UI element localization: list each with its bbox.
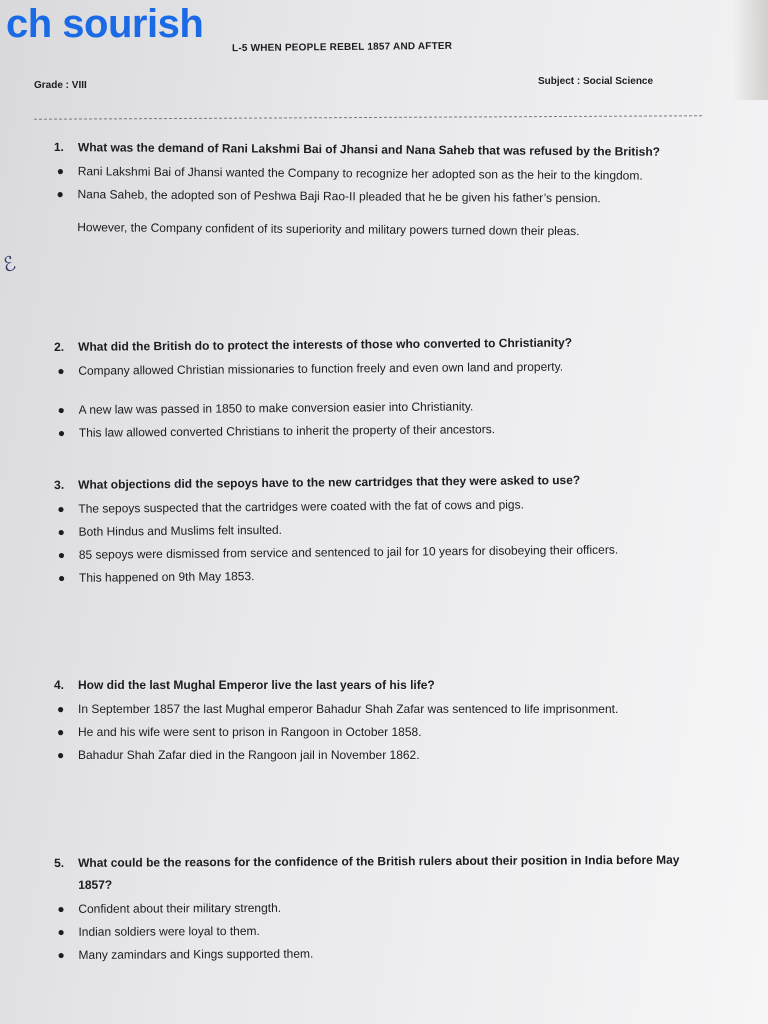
question-text: What did the British do to protect the interests of those who converted to Christianity? xyxy=(78,335,573,354)
answer-item xyxy=(54,744,704,767)
answer-item xyxy=(55,416,705,445)
answer-text: This law allowed converted Christians to inherit the property of their ancestors. xyxy=(78,422,496,440)
bullet-icon: ● xyxy=(57,725,65,739)
bullet-icon: ● xyxy=(57,547,66,562)
question-text: How did the last Mughal Emperor live the last years of his life? xyxy=(78,678,435,692)
bullet-icon: ● xyxy=(57,501,65,516)
answer-note: However, the Company confident of its superiority and military powers turned down their pleas. xyxy=(77,220,580,239)
answer-list xyxy=(54,492,705,590)
handwritten-margin-mark: ℰ xyxy=(0,252,19,278)
answer-item xyxy=(54,941,704,967)
question-number: 3. xyxy=(54,477,65,492)
answer-text: Confident about their military strength. xyxy=(78,900,282,916)
answer-text: In September 1857 the last Mughal emperor Bahadur Shah Zafar was sentenced to life imprisonment. xyxy=(78,702,619,716)
answer-text: This happened on 9th May 1853. xyxy=(78,569,255,585)
answer-text: Both Hindus and Muslims felt insulted. xyxy=(78,522,283,539)
answer-text: Nana Saheb, the adopted son of Peshwa Baji Rao-II pleaded that he be given his father’s pension. xyxy=(77,187,601,206)
question-block-3 xyxy=(54,468,705,590)
answer-item xyxy=(54,698,704,721)
answer-text: A new law was passed in 1850 to make conversion easier into Christianity. xyxy=(78,399,474,417)
answer-text: He and his wife were sent to prison in Rangoon in October 1858. xyxy=(78,725,422,739)
question-text: What could be the reasons for the confidence of the British rulers about their position in India before May 1857? xyxy=(78,852,680,892)
question-number: 2. xyxy=(54,339,65,354)
answer-text: The sepoys suspected that the cartridges were coated with the fat of cows and pigs. xyxy=(78,497,524,516)
answer-list xyxy=(54,895,704,967)
bullet-icon: ● xyxy=(57,425,66,440)
question-block-4 xyxy=(54,674,704,767)
question-text: What objections did the sepoys have to the new cartridges that they were asked to use? xyxy=(78,472,581,492)
header-divider xyxy=(34,115,702,119)
question-block-5 xyxy=(54,849,705,967)
answer-item xyxy=(55,561,705,590)
answer-text: Indian soldiers were loyal to them. xyxy=(78,923,260,939)
paper-edge-shadow xyxy=(732,0,768,100)
question-number: 5. xyxy=(54,855,65,870)
answer-item xyxy=(54,895,704,921)
question-number: 4. xyxy=(54,678,65,692)
answer-item xyxy=(54,354,704,383)
question-1 xyxy=(54,136,704,163)
question-block-2 xyxy=(54,330,705,445)
question-2 xyxy=(54,330,704,358)
answer-text: Rani Lakshmi Bai of Jhansi wanted the Company to recognize her adopted son as the heir to the kingdom. xyxy=(77,164,643,183)
answer-list xyxy=(53,160,703,211)
bullet-icon: ● xyxy=(57,402,65,417)
answer-text: Many zamindars and Kings supported them. xyxy=(78,946,314,962)
subject-label: Subject : Social Science xyxy=(538,76,654,87)
question-4 xyxy=(54,674,704,696)
answer-item xyxy=(54,918,704,944)
answer-text: Company allowed Christian missionaries to function freely and even own land and property. xyxy=(78,359,564,378)
watermark-text: ch sourish xyxy=(6,2,204,46)
bullet-icon: ● xyxy=(56,187,64,202)
question-5 xyxy=(54,849,704,896)
answer-text: Bahadur Shah Zafar died in the Rangoon jail in November 1862. xyxy=(78,748,420,762)
bullet-icon: ● xyxy=(57,901,65,916)
bullet-icon: ● xyxy=(57,924,65,939)
question-text: What was the demand of Rani Lakshmi Bai of Jhansi and Nana Saheb that was refused by the British? xyxy=(77,140,661,159)
answer-item xyxy=(54,721,704,744)
answer-item xyxy=(53,183,703,211)
answer-list xyxy=(54,698,704,767)
answer-list xyxy=(54,354,705,445)
bullet-icon: ● xyxy=(57,702,65,716)
answer-text: 85 sepoys were dismissed from service and sentenced to jail for 10 years for disobeying their officers. xyxy=(78,542,619,562)
bullet-icon: ● xyxy=(56,164,65,179)
grade-label: Grade : VIII xyxy=(34,80,87,91)
lesson-title: L-5 WHEN PEOPLE REBEL 1857 AND AFTER xyxy=(231,40,453,55)
question-number: 1. xyxy=(53,139,64,155)
question-block-1 xyxy=(53,136,704,244)
bullet-icon: ● xyxy=(57,947,65,962)
bullet-icon: ● xyxy=(57,363,65,378)
bullet-icon: ● xyxy=(57,748,65,762)
bullet-icon: ● xyxy=(57,524,65,539)
bullet-icon: ● xyxy=(57,570,66,585)
